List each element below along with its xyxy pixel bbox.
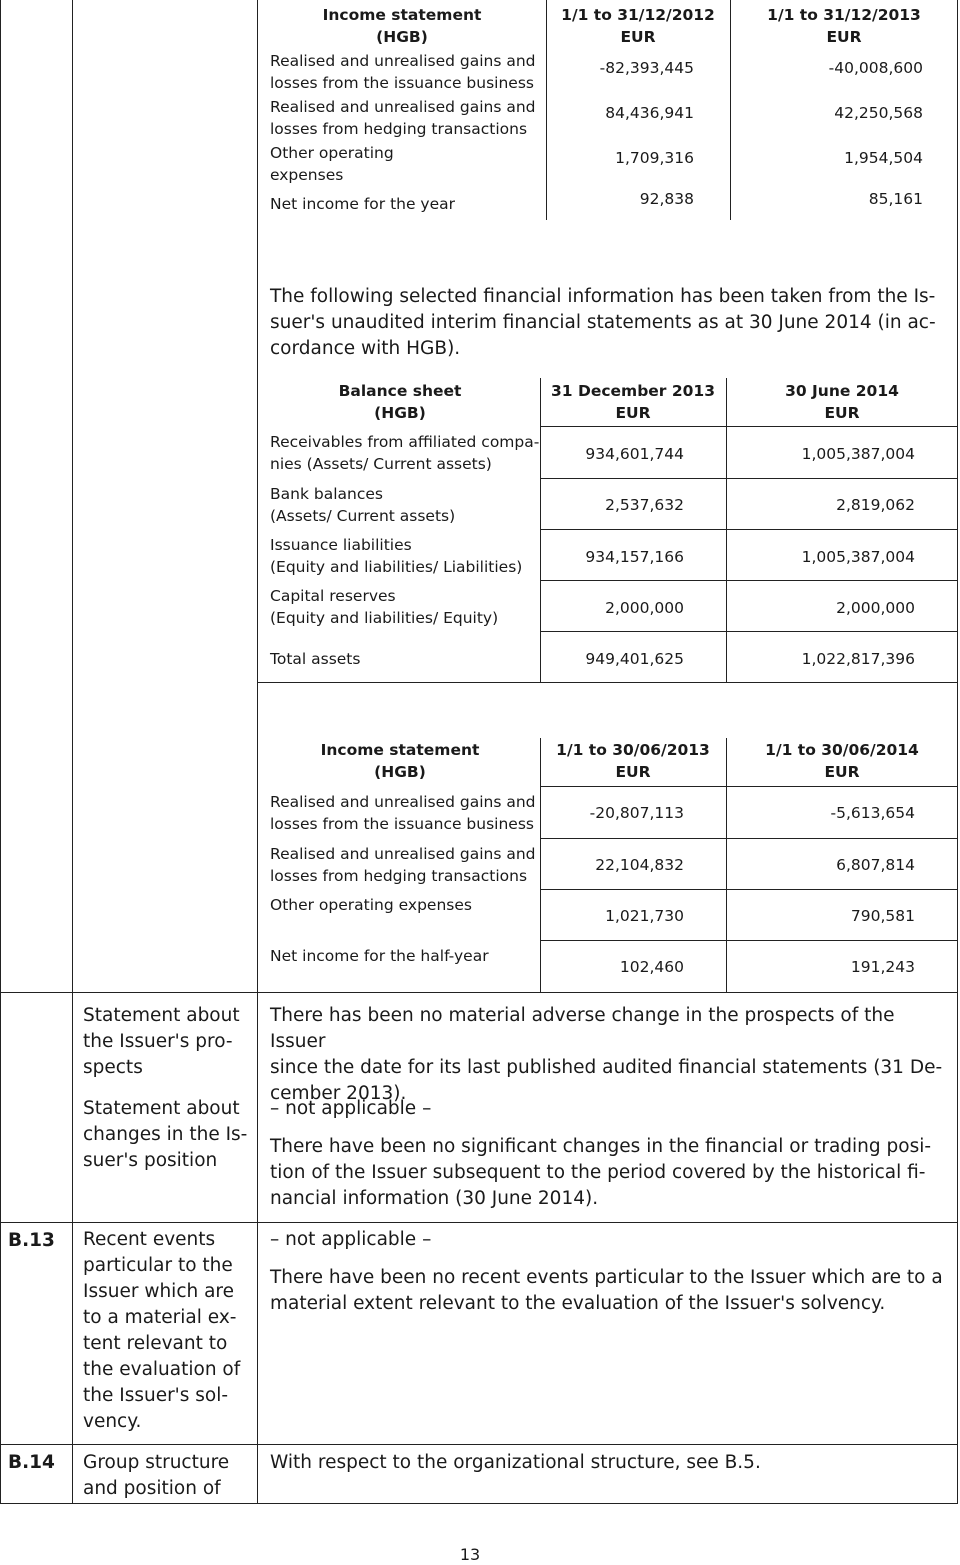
frame-hline-4 xyxy=(0,1444,958,1445)
table3-rule-2 xyxy=(540,838,957,839)
frame-hline-1 xyxy=(257,682,957,683)
table2-row2-v2: 2,819,062 xyxy=(836,496,915,514)
table3-row1-v1: -20,807,113 xyxy=(589,804,684,822)
b13-not-applicable: – not applicable – xyxy=(270,1229,432,1250)
frame-right-line xyxy=(957,0,958,1504)
table2-row4-v1: 2,000,000 xyxy=(605,599,684,617)
table1-sep-a xyxy=(546,0,547,220)
table3-row3-label: Other operating expenses xyxy=(270,896,472,914)
table3-rule-1 xyxy=(540,786,957,787)
table3-header-col1: 1/1 to 30/06/2013 EUR xyxy=(556,741,710,781)
b14-text: With respect to the organizational structure, see B.5. xyxy=(270,1452,761,1473)
table3-header-col2: 1/1 to 30/06/2014 EUR xyxy=(765,741,919,781)
table2-rule-5 xyxy=(540,631,957,632)
table2-row5-v2: 1,022,817,396 xyxy=(801,650,915,668)
table2-rule-3 xyxy=(540,529,957,530)
table1-row1-v1: -82,393,445 xyxy=(599,59,694,77)
table2-row3-v2: 1,005,387,004 xyxy=(801,548,915,566)
section-b13-number: B.13 xyxy=(8,1230,55,1251)
section-b14-number: B.14 xyxy=(8,1452,55,1473)
table1-sep-b xyxy=(730,0,731,220)
table2-row4-label: Capital reserves (Equity and liabilities/ Equity) xyxy=(270,587,499,627)
table2-header-label: Balance sheet (HGB) xyxy=(338,382,462,422)
position-not-applicable: – not applicable – xyxy=(270,1098,432,1119)
table2-row1-label: Receivables from affiliated compa- nies (Assets/ Current assets) xyxy=(270,433,540,473)
table3-row3-v1: 1,021,730 xyxy=(605,907,684,925)
table1-row4-v1: 92,838 xyxy=(639,190,694,208)
table1-header-col1: 1/1 to 31/12/2012 EUR xyxy=(561,6,715,46)
table3-row2-v2: 6,807,814 xyxy=(836,856,915,874)
table2-row1-v2: 1,005,387,004 xyxy=(801,445,915,463)
table1-row4-label: Net income for the year xyxy=(270,195,456,213)
b14-title: Group structure and position of xyxy=(83,1452,230,1499)
prospects-text: There has been no material adverse change in the prospects of the Issuer since the date for its last published audited financial statements (31 De- cember 2013). xyxy=(270,1005,943,1104)
table2-rule-2 xyxy=(540,478,957,479)
table2-row2-label: Bank balances (Assets/ Current assets) xyxy=(270,485,456,525)
frame-hline-3 xyxy=(0,1222,958,1223)
table2-row4-v2: 2,000,000 xyxy=(836,599,915,617)
table1-header-col2: 1/1 to 31/12/2013 EUR xyxy=(767,6,921,46)
table1-row2-label: Realised and unrealised gains and losses from hedging transactions xyxy=(270,98,536,138)
page-number: 13 xyxy=(459,1545,481,1564)
prospects-title: Statement about the Issuer's pro- spects xyxy=(83,1005,240,1078)
frame-col1-line xyxy=(72,0,73,1504)
table2-rule-4 xyxy=(540,580,957,581)
b13-text: There have been no recent events particular to the Issuer which are to a material extent relevant to the evaluation of the Issuer's solvency. xyxy=(270,1267,943,1314)
table3-header-label: Income statement (HGB) xyxy=(320,741,480,781)
table2-row3-label: Issuance liabilities (Equity and liabilities/ Liabilities) xyxy=(270,536,523,576)
frame-left-line xyxy=(0,0,1,1504)
table1-row1-label: Realised and unrealised gains and losses from the issuance business xyxy=(270,52,536,92)
table1-row3-label: Other operating expenses xyxy=(270,144,394,184)
table3-row1-label: Realised and unrealised gains and losses from the issuance business xyxy=(270,793,536,833)
table1-row2-v2: 42,250,568 xyxy=(834,104,923,122)
table1-row3-v1: 1,709,316 xyxy=(615,149,694,167)
table1-row4-v2: 85,161 xyxy=(868,190,923,208)
intro-paragraph: The following selected financial information has been taken from the Is- suer's unaudited interim financial statements as at 30 June 2014 (in ac- cordance with HGB). xyxy=(270,286,936,359)
table2-rule-1 xyxy=(540,426,957,427)
position-title: Statement about changes in the Is- suer's position xyxy=(83,1098,248,1171)
table2-header-col1: 31 December 2013 EUR xyxy=(551,382,715,422)
table3-row2-label: Realised and unrealised gains and losses from hedging transactions xyxy=(270,845,536,885)
table3-row2-v1: 22,104,832 xyxy=(595,856,684,874)
b13-title: Recent events particular to the Issuer which are to a material ex- tent relevant to the evaluation of the Issuer's sol- vency. xyxy=(83,1229,241,1432)
table2-row5-v1: 949,401,625 xyxy=(585,650,684,668)
table3-rule-3 xyxy=(540,889,957,890)
table1-row2-v1: 84,436,941 xyxy=(605,104,694,122)
table1-row3-v2: 1,954,504 xyxy=(844,149,923,167)
table3-row3-v2: 790,581 xyxy=(850,907,915,925)
table2-row1-v1: 934,601,744 xyxy=(585,445,684,463)
table3-row4-v2: 191,243 xyxy=(850,958,915,976)
frame-hline-2 xyxy=(0,992,958,993)
table3-row1-v2: -5,613,654 xyxy=(830,804,915,822)
table1-row1-v2: -40,008,600 xyxy=(828,59,923,77)
table2-sep-a xyxy=(540,378,541,682)
table2-row3-v1: 934,157,166 xyxy=(585,548,684,566)
position-text: There have been no significant changes in the financial or trading posi- tion of the Issuer subsequent to the period covered by the historical fi- nancial information (30 June 2014). xyxy=(270,1136,932,1209)
table2-row2-v1: 2,537,632 xyxy=(605,496,684,514)
table2-sep-b xyxy=(726,378,727,682)
table3-sep-a xyxy=(540,738,541,992)
table3-row4-v1: 102,460 xyxy=(619,958,684,976)
table3-row4-label: Net income for the half-year xyxy=(270,947,489,965)
table3-sep-b xyxy=(726,738,727,992)
frame-col2-line xyxy=(257,0,258,1504)
frame-bottom-line xyxy=(0,1503,958,1504)
table2-row5-label: Total assets xyxy=(270,650,361,668)
table1-header-label: Income statement (HGB) xyxy=(322,6,482,46)
table3-rule-4 xyxy=(540,940,957,941)
table2-header-col2: 30 June 2014 EUR xyxy=(785,382,899,422)
